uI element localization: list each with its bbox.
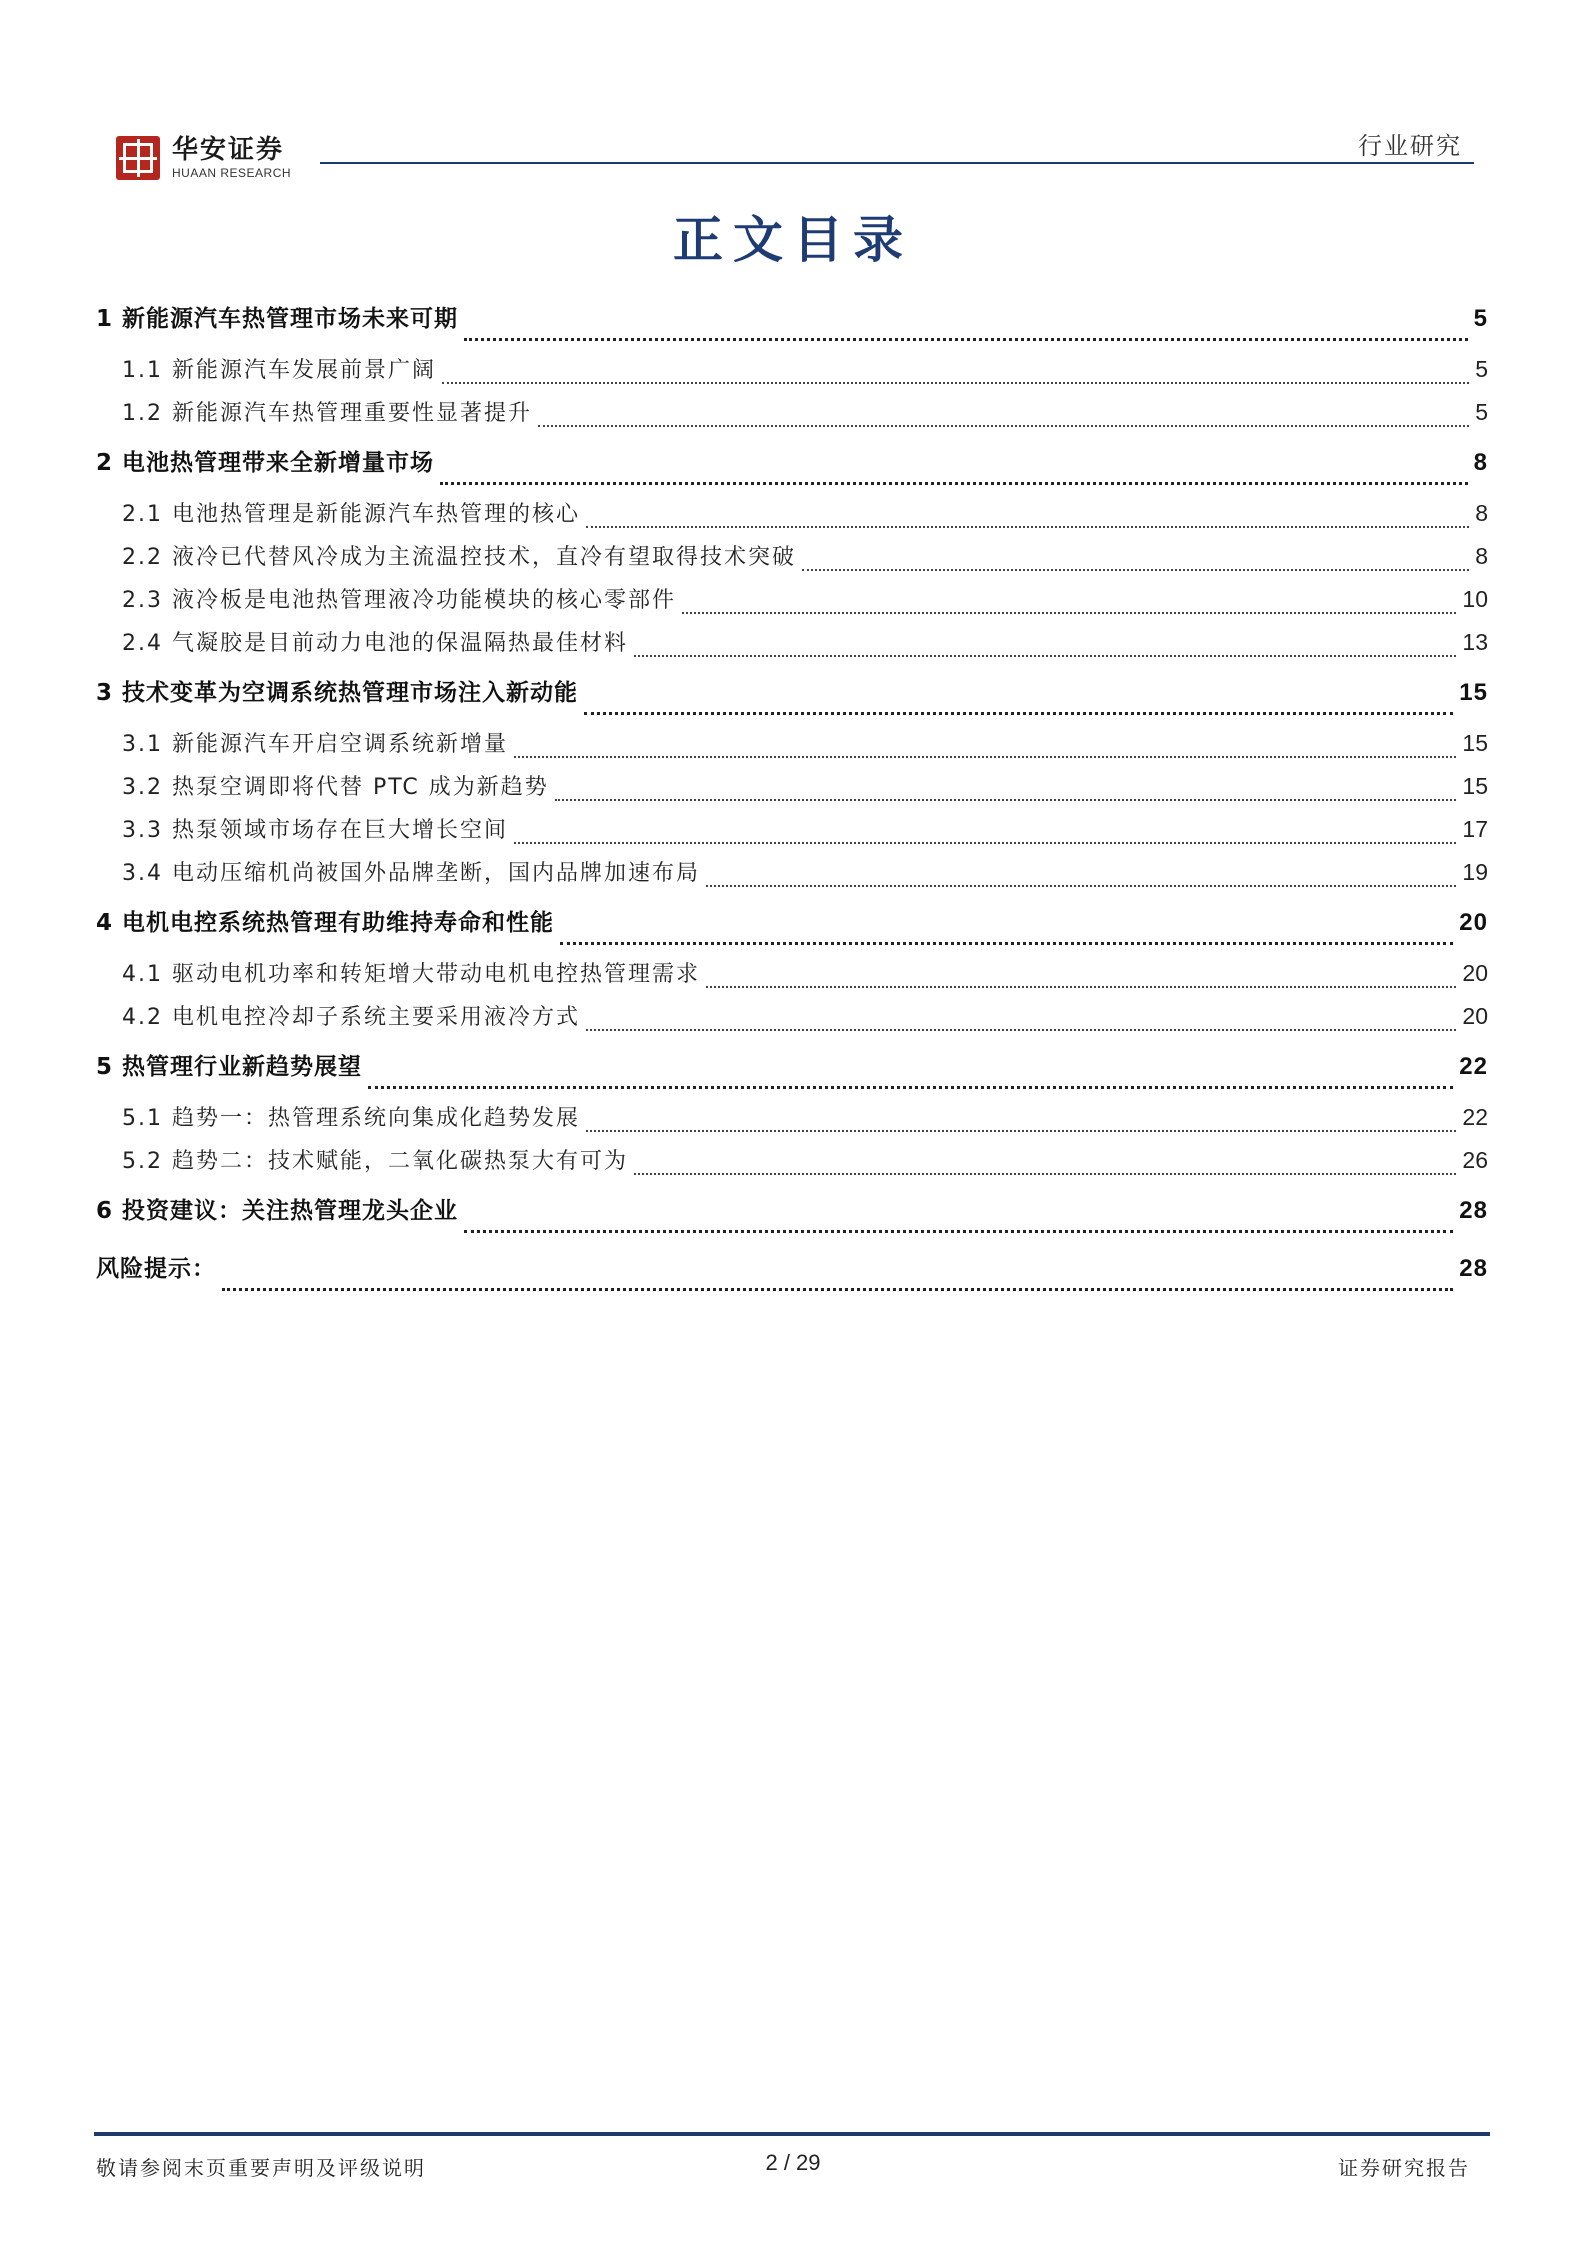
toc-dot-leader	[802, 568, 1469, 571]
toc-dot-leader	[634, 1172, 1456, 1175]
toc-entry-page: 17	[1462, 816, 1488, 842]
toc-dot-leader	[586, 1028, 1456, 1031]
toc-dot-leader	[222, 1287, 1453, 1291]
toc-entry-page: 15	[1462, 773, 1488, 799]
company-logo	[116, 135, 291, 181]
toc-entry-page: 22	[1459, 1053, 1488, 1080]
toc-dot-leader	[586, 1129, 1456, 1132]
table-of-contents	[96, 290, 1488, 1298]
toc-entry-label: 风险提示：	[96, 1256, 216, 1282]
toc-entry-page: 8	[1473, 449, 1488, 476]
toc-section-entry[interactable]	[96, 434, 1488, 492]
logo-name-en: HUAAN RESEARCH	[172, 166, 292, 180]
toc-entry-page: 20	[1462, 1003, 1488, 1029]
toc-entry-label: 2.3 液冷板是电池热管理液冷功能模块的核心零部件	[122, 588, 676, 613]
toc-entry-label: 3.1 新能源汽车开启空调系统新增量	[122, 732, 508, 757]
toc-entry-label: 2.1 电池热管理是新能源汽车热管理的核心	[122, 502, 580, 527]
footer-disclaimer-note: 敬请参阅末页重要声明及评级说明	[96, 2156, 426, 2180]
toc-dot-leader	[464, 1229, 1453, 1233]
toc-subsection-entry[interactable]	[96, 765, 1488, 808]
toc-subsection-entry[interactable]	[96, 952, 1488, 995]
toc-dot-leader	[464, 337, 1468, 341]
toc-subsection-entry[interactable]	[96, 578, 1488, 621]
toc-entry-page: 5	[1473, 305, 1488, 332]
toc-entry-label: 3.3 热泵领域市场存在巨大增长空间	[122, 818, 508, 843]
toc-dot-leader	[555, 798, 1457, 801]
toc-subsection-entry[interactable]	[96, 722, 1488, 765]
toc-entry-page: 8	[1475, 543, 1488, 569]
toc-section-entry[interactable]	[96, 1038, 1488, 1096]
toc-section-entry[interactable]	[96, 1182, 1488, 1240]
toc-dot-leader	[442, 381, 1469, 384]
toc-dot-leader	[584, 711, 1453, 715]
toc-subsection-entry[interactable]	[96, 851, 1488, 894]
toc-section-entry[interactable]	[96, 664, 1488, 722]
toc-dot-leader	[706, 985, 1456, 988]
toc-subsection-entry[interactable]	[96, 492, 1488, 535]
toc-entry-label: 3.2 热泵空调即将代替 PTC 成为新趋势	[122, 775, 549, 800]
toc-entry-page: 20	[1462, 960, 1488, 986]
toc-entry-page: 13	[1462, 629, 1488, 655]
toc-entry-label: 1.2 新能源汽车热管理重要性显著提升	[122, 401, 532, 426]
toc-section-entry[interactable]	[96, 894, 1488, 952]
toc-subsection-entry[interactable]	[96, 391, 1488, 434]
footer-page-number: 2 / 29	[765, 2150, 821, 2175]
toc-subsection-entry[interactable]	[96, 1096, 1488, 1139]
toc-subsection-entry[interactable]	[96, 535, 1488, 578]
toc-dot-leader	[682, 611, 1456, 614]
toc-dot-leader	[560, 941, 1453, 945]
footer-divider	[94, 2132, 1490, 2136]
toc-entry-page: 19	[1462, 859, 1488, 885]
toc-entry-label: 5.1 趋势一：热管理系统向集成化趋势发展	[122, 1106, 580, 1131]
toc-entry-label: 4 电机电控系统热管理有助维持寿命和性能	[96, 910, 555, 936]
toc-entry-label: 2 电池热管理带来全新增量市场	[96, 450, 435, 476]
toc-subsection-entry[interactable]	[96, 621, 1488, 664]
toc-entry-label: 1 新能源汽车热管理市场未来可期	[96, 306, 459, 332]
toc-entry-page: 26	[1462, 1147, 1488, 1173]
toc-entry-label: 6 投资建议：关注热管理龙头企业	[96, 1198, 459, 1224]
toc-entry-page: 5	[1475, 356, 1488, 382]
toc-dot-leader	[514, 755, 1456, 758]
toc-entry-page: 20	[1459, 909, 1488, 936]
toc-entry-label: 5.2 趋势二：技术赋能，二氧化碳热泵大有可为	[122, 1149, 628, 1174]
toc-subsection-entry[interactable]	[96, 348, 1488, 391]
page-title: 正文目录	[673, 210, 913, 269]
toc-entry-label: 4.2 电机电控冷却子系统主要采用液冷方式	[122, 1005, 580, 1030]
toc-dot-leader	[514, 841, 1456, 844]
toc-dot-leader	[368, 1085, 1453, 1089]
toc-entry-label: 2.2 液冷已代替风冷成为主流温控技术，直冷有望取得技术突破	[122, 545, 796, 570]
toc-section-entry[interactable]	[96, 1240, 1488, 1298]
toc-entry-label: 3.4 电动压缩机尚被国外品牌垄断，国内品牌加速布局	[122, 861, 700, 886]
toc-entry-page: 22	[1462, 1104, 1488, 1130]
footer-report-type: 证券研究报告	[1338, 2156, 1470, 2180]
toc-entry-label: 5 热管理行业新趋势展望	[96, 1054, 363, 1080]
toc-entry-label: 3 技术变革为空调系统热管理市场注入新动能	[96, 680, 579, 706]
toc-subsection-entry[interactable]	[96, 995, 1488, 1038]
toc-entry-page: 28	[1459, 1255, 1488, 1282]
toc-entry-page: 8	[1475, 500, 1488, 526]
toc-entry-label: 2.4 气凝胶是目前动力电池的保温隔热最佳材料	[122, 631, 628, 656]
toc-entry-label: 1.1 新能源汽车发展前景广阔	[122, 358, 436, 383]
toc-entry-page: 10	[1462, 586, 1488, 612]
logo-seal-icon	[116, 136, 160, 180]
toc-subsection-entry[interactable]	[96, 1139, 1488, 1182]
toc-entry-page: 15	[1459, 679, 1488, 706]
header-divider	[320, 162, 1474, 164]
toc-dot-leader	[634, 654, 1456, 657]
toc-dot-leader	[440, 481, 1468, 485]
toc-dot-leader	[538, 424, 1469, 427]
toc-dot-leader	[586, 525, 1469, 528]
toc-entry-page: 28	[1459, 1197, 1488, 1224]
logo-name-cn: 华安证券	[172, 135, 285, 165]
toc-entry-label: 4.1 驱动电机功率和转矩增大带动电机电控热管理需求	[122, 962, 700, 987]
header-category-label: 行业研究	[1358, 132, 1462, 160]
toc-subsection-entry[interactable]	[96, 808, 1488, 851]
toc-dot-leader	[706, 884, 1456, 887]
toc-entry-page: 15	[1462, 730, 1488, 756]
toc-section-entry[interactable]	[96, 290, 1488, 348]
toc-entry-page: 5	[1475, 399, 1488, 425]
